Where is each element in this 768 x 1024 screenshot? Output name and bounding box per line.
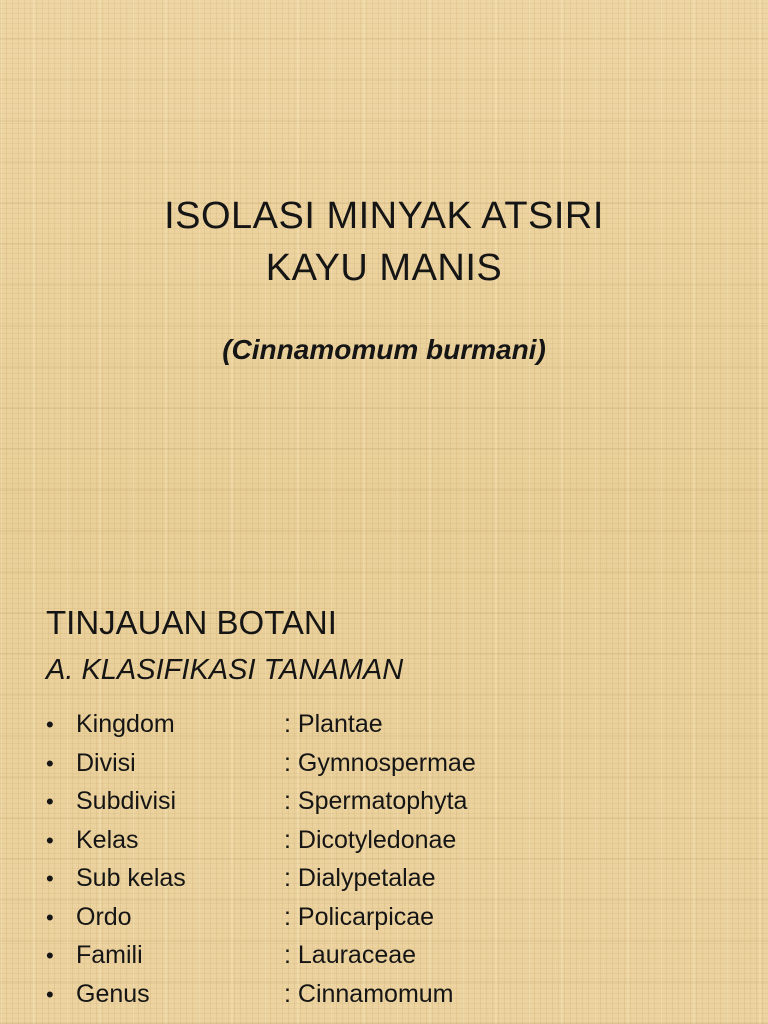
list-item: [46, 980, 746, 1019]
rank-label: Genus: [76, 979, 150, 1008]
list-item: [46, 903, 746, 942]
rank-label: Divisi: [76, 748, 136, 777]
taxon-value: : Policarpicae: [284, 902, 435, 931]
taxon-value: : Cinnamomum: [284, 979, 454, 1008]
rank-label: Subdivisi: [76, 787, 177, 815]
classification-list: [46, 710, 746, 1018]
bullet-icon: •: [46, 981, 54, 1007]
list-item: [46, 941, 746, 980]
list-item: [46, 749, 746, 788]
list-item: [46, 787, 746, 826]
taxon-value: : Dicotyledonae: [284, 825, 457, 854]
list-item: [46, 864, 746, 903]
slide-subtitle: (Cinnamomum burmani): [222, 334, 546, 365]
rank-label: Kingdom: [76, 710, 175, 738]
bullet-icon: •: [46, 750, 54, 776]
bullet-icon: •: [46, 712, 54, 737]
bullet-icon: •: [46, 866, 54, 891]
taxon-value: : Plantae: [284, 710, 383, 738]
taxon-value: : Gymnospermae: [284, 748, 476, 777]
bullet-icon: •: [46, 943, 54, 968]
rank-label: Famili: [76, 941, 143, 969]
content-slide: [0, 512, 768, 1024]
bullet-icon: •: [46, 904, 54, 930]
taxon-value: : Lauraceae: [284, 941, 417, 969]
slide-title: [0, 190, 768, 294]
rank-label: Ordo: [76, 902, 132, 931]
section-subheading: A. KLASIFIKASI TANAMAN: [46, 654, 404, 686]
rank-label: Sub kelas: [76, 864, 186, 892]
title-line-2: KAYU MANIS: [265, 247, 503, 289]
bullet-icon: •: [46, 827, 54, 853]
rank-label: Kelas: [76, 825, 139, 854]
title-line-1: ISOLASI MINYAK ATSIRI: [164, 195, 604, 237]
section-heading: TINJAUAN BOTANI: [46, 604, 337, 641]
list-item: [46, 826, 746, 865]
list-item: [46, 710, 746, 749]
bullet-icon: •: [46, 789, 54, 814]
taxon-value: : Dialypetalae: [284, 864, 436, 892]
taxon-value: : Spermatophyta: [284, 787, 468, 815]
